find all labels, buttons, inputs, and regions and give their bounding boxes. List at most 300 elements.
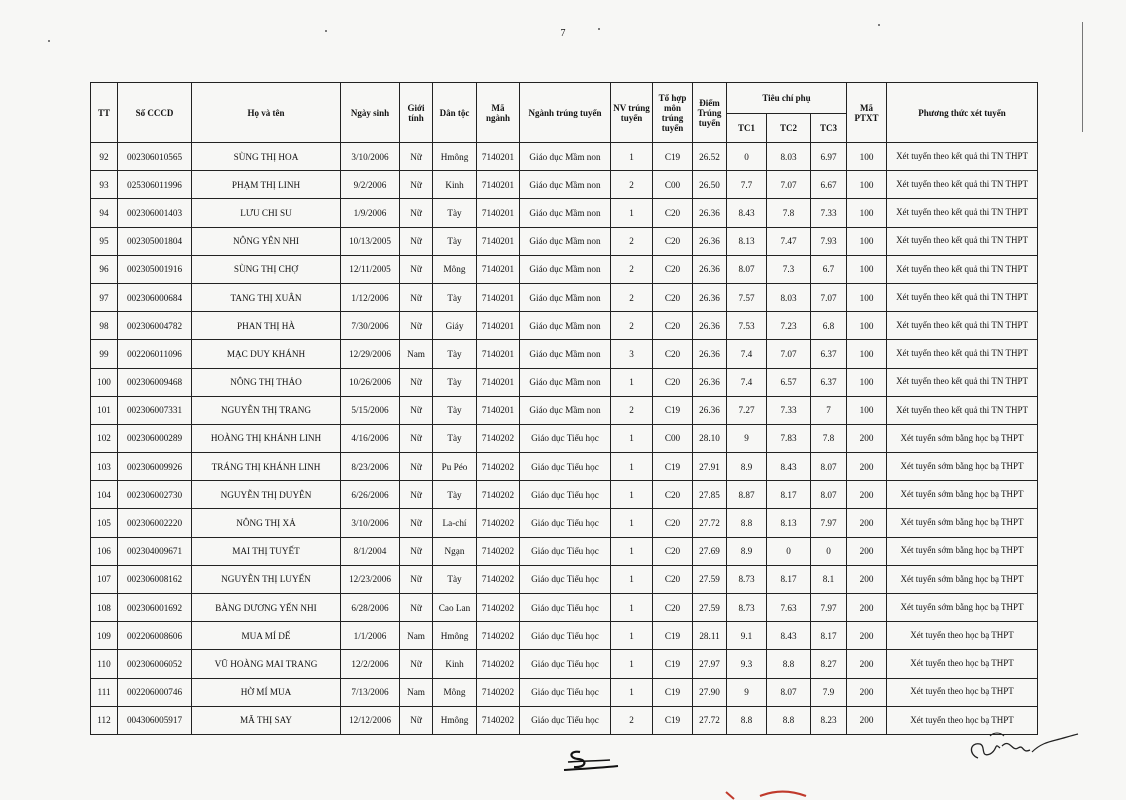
red-stamp-fragment [720,788,830,800]
cell-major-code: 7140202 [477,509,520,537]
cell-method: Xét tuyển sớm bằng học bạ THPT [887,594,1038,622]
cell-tc2: 7.63 [767,594,811,622]
table-row [91,227,1038,255]
cell-method: Xét tuyển theo kết quả thi TN THPT [887,312,1038,340]
cell-dob: 3/10/2006 [341,143,400,171]
cell-ptxt: 200 [847,650,887,678]
cell-tt: 110 [91,650,118,678]
cell-ptxt: 200 [847,594,887,622]
header-sub-criteria: Tiêu chí phụ [727,83,847,114]
cell-nv: 1 [611,368,653,396]
cell-method: Xét tuyển theo kết quả thi TN THPT [887,283,1038,311]
cell-dob: 1/12/2006 [341,283,400,311]
cell-major: Giáo dục Tiểu học [520,594,611,622]
cell-nv: 1 [611,453,653,481]
cell-dob: 7/30/2006 [341,312,400,340]
cell-combo: C20 [653,594,693,622]
cell-ptxt: 100 [847,143,887,171]
cell-ethnicity: Kinh [433,650,477,678]
cell-tc1: 7.27 [727,396,767,424]
cell-nv: 1 [611,143,653,171]
cell-cccd: 002305001804 [118,227,192,255]
cell-tt: 108 [91,594,118,622]
cell-dob: 8/1/2004 [341,537,400,565]
cell-name: NÔNG THỊ THẢO [192,368,341,396]
cell-tt: 109 [91,622,118,650]
cell-tc1: 9.1 [727,622,767,650]
cell-gender: Nữ [400,255,433,283]
cell-major-code: 7140201 [477,312,520,340]
header-score: Điểm Trúng tuyển [693,83,727,143]
cell-method: Xét tuyển theo kết quả thi TN THPT [887,368,1038,396]
cell-tc2: 8.17 [767,481,811,509]
cell-ptxt: 200 [847,678,887,706]
cell-tc1: 9 [727,678,767,706]
cell-tc2: 7.23 [767,312,811,340]
cell-ethnicity: Mông [433,678,477,706]
cell-major-code: 7140202 [477,622,520,650]
cell-name: PHẠM THỊ LINH [192,171,341,199]
cell-nv: 2 [611,227,653,255]
cell-dob: 5/15/2006 [341,396,400,424]
cell-combo: C20 [653,227,693,255]
cell-tc2: 7.33 [767,396,811,424]
cell-tc3: 6.37 [811,368,847,396]
cell-tc1: 7.7 [727,171,767,199]
cell-gender: Nữ [400,706,433,734]
cell-gender: Nữ [400,650,433,678]
cell-nv: 2 [611,255,653,283]
cell-major-code: 7140201 [477,396,520,424]
cell-major: Giáo dục Tiểu học [520,509,611,537]
cell-name: MUA MÍ DẾ [192,622,341,650]
cell-tc2: 8.03 [767,143,811,171]
table-row [91,199,1038,227]
cell-method: Xét tuyển sớm bằng học bạ THPT [887,565,1038,593]
cell-cccd: 002306000684 [118,283,192,311]
cell-nv: 2 [611,171,653,199]
cell-name: HOÀNG THỊ KHÁNH LINH [192,424,341,452]
cell-nv: 2 [611,396,653,424]
cell-name: HỜ MÍ MUA [192,678,341,706]
cell-tc2: 8.43 [767,622,811,650]
table-row [91,283,1038,311]
header-combo: Tổ hợp môn trúng tuyển [653,83,693,143]
cell-major: Giáo dục Tiểu học [520,678,611,706]
cell-tc2: 8.43 [767,453,811,481]
cell-dob: 1/9/2006 [341,199,400,227]
cell-dob: 12/11/2005 [341,255,400,283]
cell-ptxt: 100 [847,227,887,255]
cell-cccd: 002206000746 [118,678,192,706]
cell-tc2: 8.8 [767,706,811,734]
cell-major: Giáo dục Mầm non [520,199,611,227]
cell-combo: C20 [653,340,693,368]
cell-score: 26.36 [693,396,727,424]
scan-speck [325,30,327,32]
cell-nv: 3 [611,340,653,368]
cell-tc2: 8.07 [767,678,811,706]
cell-ethnicity: Hmông [433,143,477,171]
cell-ethnicity: La-chí [433,509,477,537]
cell-ptxt: 200 [847,706,887,734]
scan-speck [878,24,880,26]
cell-major: Giáo dục Tiểu học [520,453,611,481]
header-dob: Ngày sinh [341,83,400,143]
cell-score: 26.36 [693,255,727,283]
cell-ptxt: 200 [847,622,887,650]
cell-score: 27.59 [693,594,727,622]
cell-tt: 100 [91,368,118,396]
cell-name: NÔNG YÊN NHI [192,227,341,255]
cell-ethnicity: Tày [433,396,477,424]
cell-major: Giáo dục Tiểu học [520,537,611,565]
cell-major-code: 7140202 [477,650,520,678]
cell-tc3: 7 [811,396,847,424]
table-row [91,678,1038,706]
cell-combo: C19 [653,143,693,171]
cell-nv: 1 [611,509,653,537]
cell-ethnicity: Tày [433,481,477,509]
cell-dob: 10/26/2006 [341,368,400,396]
cell-tc3: 6.8 [811,312,847,340]
cell-tc2: 7.07 [767,171,811,199]
header-major: Ngành trúng tuyển [520,83,611,143]
cell-name: MÃ THỊ SAY [192,706,341,734]
cell-method: Xét tuyển theo học bạ THPT [887,706,1038,734]
cell-dob: 12/2/2006 [341,650,400,678]
cell-ethnicity: Tày [433,565,477,593]
cell-tt: 99 [91,340,118,368]
cell-gender: Nữ [400,594,433,622]
cell-ethnicity: Giáy [433,312,477,340]
cell-combo: C20 [653,481,693,509]
cell-cccd: 002306008162 [118,565,192,593]
cell-tc1: 8.43 [727,199,767,227]
table-row [91,565,1038,593]
cell-gender: Nam [400,678,433,706]
cell-tc1: 8.9 [727,453,767,481]
cell-gender: Nữ [400,227,433,255]
cell-score: 27.72 [693,706,727,734]
page-number: 7 [560,28,566,39]
cell-cccd: 002306010565 [118,143,192,171]
header-ethnicity: Dân tộc [433,83,477,143]
cell-major: Giáo dục Mầm non [520,255,611,283]
cell-tc1: 0 [727,143,767,171]
cell-tc2: 0 [767,537,811,565]
cell-dob: 7/13/2006 [341,678,400,706]
cell-tc3: 8.07 [811,481,847,509]
header-ptxt: Mã PTXT [847,83,887,143]
table-row [91,312,1038,340]
cell-tc1: 7.4 [727,368,767,396]
cell-nv: 2 [611,283,653,311]
cell-combo: C20 [653,368,693,396]
cell-tc3: 8.27 [811,650,847,678]
cell-major-code: 7140202 [477,453,520,481]
cell-tc2: 8.17 [767,565,811,593]
cell-cccd: 002306004782 [118,312,192,340]
cell-ethnicity: Pu Péo [433,453,477,481]
cell-nv: 1 [611,650,653,678]
cell-ethnicity: Kinh [433,171,477,199]
cell-dob: 6/26/2006 [341,481,400,509]
cell-tt: 102 [91,424,118,452]
cell-gender: Nam [400,340,433,368]
cell-score: 27.97 [693,650,727,678]
cell-tt: 92 [91,143,118,171]
cell-dob: 12/23/2006 [341,565,400,593]
cell-cccd: 002306009468 [118,368,192,396]
cell-dob: 6/28/2006 [341,594,400,622]
cell-tc3: 7.97 [811,509,847,537]
cell-nv: 1 [611,565,653,593]
cell-tt: 101 [91,396,118,424]
table-row [91,650,1038,678]
cell-major-code: 7140201 [477,171,520,199]
cell-name: SÙNG THỊ HOA [192,143,341,171]
table-body [91,143,1038,735]
cell-major: Giáo dục Mầm non [520,368,611,396]
cell-tc3: 7.33 [811,199,847,227]
cell-major-code: 7140202 [477,424,520,452]
cell-nv: 1 [611,424,653,452]
cell-score: 27.90 [693,678,727,706]
cell-ptxt: 200 [847,453,887,481]
cell-major-code: 7140201 [477,283,520,311]
cell-ethnicity: Tày [433,227,477,255]
cell-ptxt: 100 [847,283,887,311]
header-gender: Giới tính [400,83,433,143]
scan-speck [48,40,50,42]
cell-nv: 1 [611,537,653,565]
cell-tc3: 6.37 [811,340,847,368]
cell-score: 26.50 [693,171,727,199]
table-row [91,537,1038,565]
cell-gender: Nữ [400,509,433,537]
cell-ethnicity: Tày [433,199,477,227]
header-tc2: TC2 [767,114,811,143]
cell-major-code: 7140202 [477,594,520,622]
cell-name: NGUYỄN THỊ LUYẾN [192,565,341,593]
cell-ptxt: 200 [847,424,887,452]
cell-tt: 97 [91,283,118,311]
cell-name: MAI THỊ TUYẾT [192,537,341,565]
cell-score: 26.52 [693,143,727,171]
cell-method: Xét tuyển sớm bằng học bạ THPT [887,509,1038,537]
cell-major-code: 7140201 [477,227,520,255]
cell-score: 27.85 [693,481,727,509]
cell-tc3: 7.97 [811,594,847,622]
cell-tc3: 0 [811,537,847,565]
header-major-code: Mã ngành [477,83,520,143]
cell-dob: 4/16/2006 [341,424,400,452]
cell-major-code: 7140202 [477,565,520,593]
cell-ethnicity: Cao Lan [433,594,477,622]
cell-cccd: 002306001403 [118,199,192,227]
cell-dob: 10/13/2005 [341,227,400,255]
cell-tt: 103 [91,453,118,481]
cell-ptxt: 100 [847,255,887,283]
cell-tt: 111 [91,678,118,706]
cell-method: Xét tuyển sớm bằng học bạ THPT [887,537,1038,565]
cell-combo: C20 [653,312,693,340]
cell-ptxt: 100 [847,199,887,227]
cell-gender: Nữ [400,199,433,227]
cell-method: Xét tuyển theo kết quả thi TN THPT [887,255,1038,283]
cell-tc3: 7.8 [811,424,847,452]
cell-method: Xét tuyển theo kết quả thi TN THPT [887,143,1038,171]
cell-tc1: 7.57 [727,283,767,311]
cell-gender: Nữ [400,424,433,452]
cell-name: BÀNG DƯƠNG YẾN NHI [192,594,341,622]
cell-score: 27.91 [693,453,727,481]
cell-tc2: 8.03 [767,283,811,311]
table-row [91,143,1038,171]
cell-ethnicity: Hmông [433,622,477,650]
cell-gender: Nữ [400,171,433,199]
scan-edge-line [1082,22,1083,132]
cell-name: MẠC DUY KHÁNH [192,340,341,368]
cell-tc1: 7.4 [727,340,767,368]
cell-ethnicity: Tày [433,340,477,368]
cell-major: Giáo dục Mầm non [520,312,611,340]
cell-score: 26.36 [693,199,727,227]
table-row [91,453,1038,481]
header-tc3: TC3 [811,114,847,143]
cell-cccd: 002206008606 [118,622,192,650]
cell-combo: C20 [653,283,693,311]
cell-combo: C19 [653,396,693,424]
table-row [91,509,1038,537]
cell-combo: C20 [653,537,693,565]
cell-dob: 9/2/2006 [341,171,400,199]
cell-ptxt: 100 [847,312,887,340]
cell-nv: 1 [611,199,653,227]
cell-gender: Nữ [400,481,433,509]
cell-name: NGUYỄN THỊ DUYÊN [192,481,341,509]
cell-ptxt: 100 [847,340,887,368]
cell-tc2: 7.83 [767,424,811,452]
cell-combo: C19 [653,706,693,734]
header-tc1: TC1 [727,114,767,143]
cell-major-code: 7140201 [477,199,520,227]
cell-tc1: 8.9 [727,537,767,565]
table-row [91,368,1038,396]
cell-score: 27.69 [693,537,727,565]
cell-ethnicity: Hmông [433,706,477,734]
cell-major-code: 7140202 [477,678,520,706]
cell-combo: C19 [653,622,693,650]
cell-combo: C19 [653,678,693,706]
cell-ethnicity: Mông [433,255,477,283]
cell-name: TRÁNG THỊ KHÁNH LINH [192,453,341,481]
header-method: Phương thức xét tuyển [887,83,1038,143]
cell-major: Giáo dục Mầm non [520,283,611,311]
cell-name: PHAN THỊ HÀ [192,312,341,340]
cell-name: NGUYỄN THỊ TRANG [192,396,341,424]
cell-tc3: 6.67 [811,171,847,199]
cell-major-code: 7140201 [477,368,520,396]
cell-gender: Nữ [400,283,433,311]
cell-tc2: 7.07 [767,340,811,368]
table-row [91,594,1038,622]
cell-nv: 2 [611,706,653,734]
cell-dob: 8/23/2006 [341,453,400,481]
cell-tc3: 8.23 [811,706,847,734]
cell-cccd: 004306005917 [118,706,192,734]
cell-tt: 96 [91,255,118,283]
cell-cccd: 025306011996 [118,171,192,199]
cell-ethnicity: Tày [433,283,477,311]
cell-cccd: 002306001692 [118,594,192,622]
cell-method: Xét tuyển theo học bạ THPT [887,650,1038,678]
cell-tc3: 7.9 [811,678,847,706]
cell-score: 26.36 [693,340,727,368]
cell-cccd: 002305001916 [118,255,192,283]
cell-major-code: 7140202 [477,537,520,565]
cell-nv: 1 [611,622,653,650]
cell-combo: C20 [653,565,693,593]
cell-cccd: 002306002220 [118,509,192,537]
cell-major-code: 7140201 [477,255,520,283]
cell-score: 27.72 [693,509,727,537]
cell-score: 28.11 [693,622,727,650]
cell-tt: 93 [91,171,118,199]
cell-major: Giáo dục Mầm non [520,340,611,368]
cell-tc1: 8.73 [727,565,767,593]
cell-ptxt: 100 [847,396,887,424]
table-row [91,424,1038,452]
cell-tc1: 9.3 [727,650,767,678]
cell-tc2: 7.3 [767,255,811,283]
cell-ptxt: 200 [847,509,887,537]
cell-nv: 1 [611,678,653,706]
cell-method: Xét tuyển sớm bằng học bạ THPT [887,453,1038,481]
cell-major: Giáo dục Tiểu học [520,622,611,650]
cell-score: 28.10 [693,424,727,452]
table-row [91,622,1038,650]
cell-cccd: 002306002730 [118,481,192,509]
cell-gender: Nữ [400,143,433,171]
scan-speck [598,28,600,30]
cell-ptxt: 200 [847,565,887,593]
cell-tc1: 8.87 [727,481,767,509]
cell-tc3: 8.07 [811,453,847,481]
handwritten-signature [960,724,1080,774]
cell-major-code: 7140201 [477,143,520,171]
cell-dob: 3/10/2006 [341,509,400,537]
cell-dob: 1/1/2006 [341,622,400,650]
cell-ptxt: 100 [847,171,887,199]
cell-tc1: 8.07 [727,255,767,283]
cell-major: Giáo dục Tiểu học [520,650,611,678]
cell-major: Giáo dục Mầm non [520,171,611,199]
cell-combo: C19 [653,650,693,678]
cell-gender: Nam [400,622,433,650]
cell-ethnicity: Ngạn [433,537,477,565]
cell-ethnicity: Tày [433,424,477,452]
cell-major: Giáo dục Tiểu học [520,424,611,452]
cell-tc1: 8.73 [727,594,767,622]
cell-tt: 112 [91,706,118,734]
cell-major: Giáo dục Mầm non [520,227,611,255]
cell-tt: 98 [91,312,118,340]
cell-major: Giáo dục Mầm non [520,143,611,171]
cell-major: Giáo dục Tiểu học [520,706,611,734]
cell-combo: C20 [653,509,693,537]
